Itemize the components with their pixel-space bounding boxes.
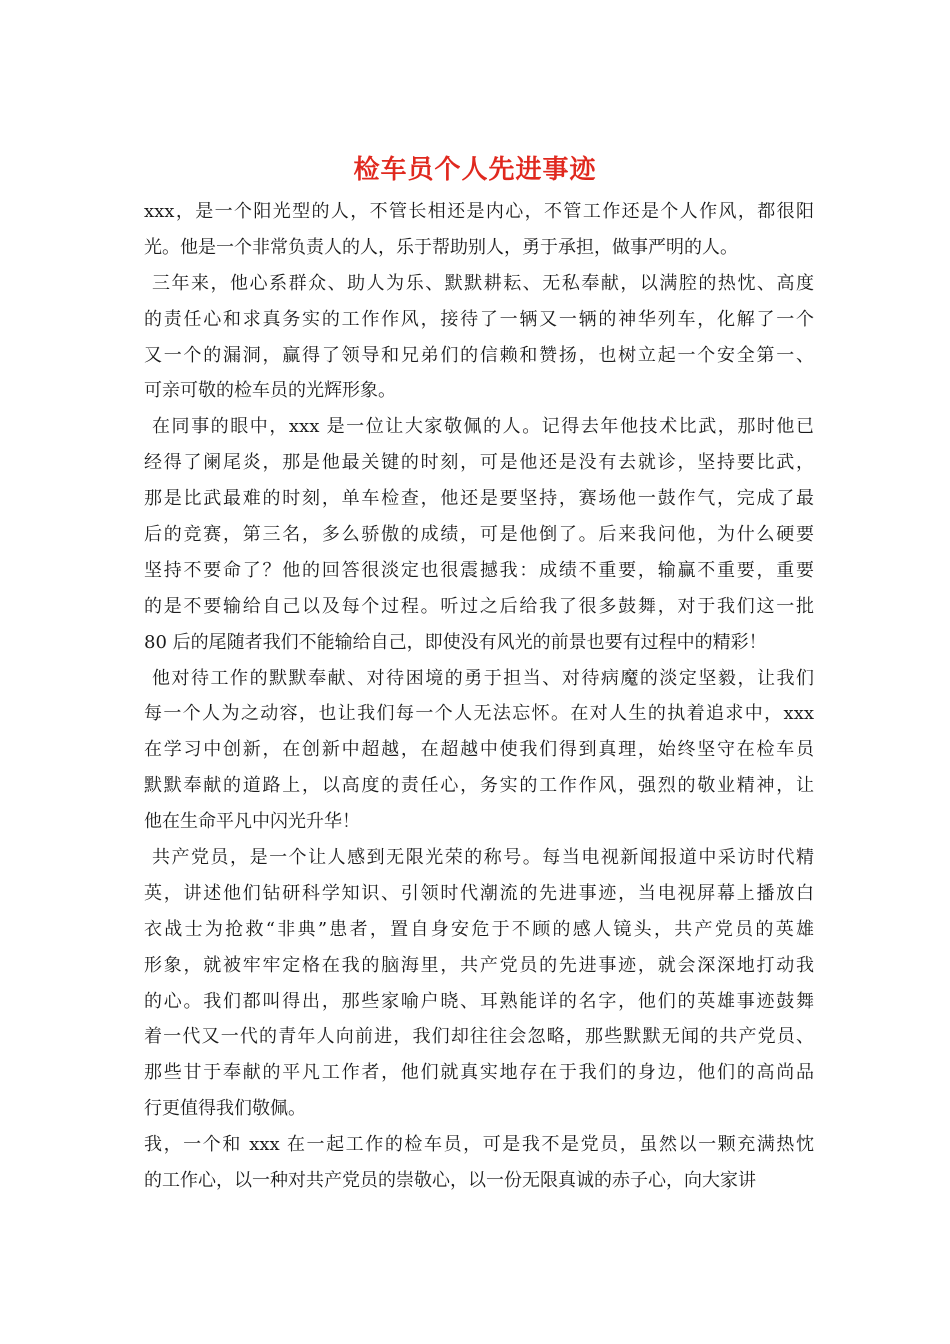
paragraph-line: 80 后的尾随者我们不能输给自己，即使没有风光的前景也要有过程中的精彩！ [144, 631, 767, 653]
paragraph [144, 266, 814, 410]
paragraph-line: 我，一个和 xxx 在一起工作的检车员，可是我不是党员，虽然以一颗充满热忱 [144, 1134, 814, 1156]
paragraph-line: 他在生命平凡中闪光升华！ [144, 811, 360, 833]
paragraph-line: 那些甘于奉献的平凡工作者，他们就真实地存在于我们的身边，他们的高尚品 [144, 1062, 814, 1084]
paragraph-line: 经得了阑尾炎，那是他最关键的时刻，可是他还是没有去就诊，坚持要比武， [144, 452, 814, 474]
paragraph-line: 后的竞赛，第三名，多么骄傲的成绩，可是他倒了。后来我问他，为什么硬要 [144, 524, 814, 546]
paragraph-line: 的心。我们都叫得出，那些家喻户晓、耳熟能详的名字，他们的英雄事迹鼓舞 [144, 990, 814, 1012]
paragraph-line: 共产党员，是一个让人感到无限光荣的称号。每当电视新闻报道中采访时代精 [152, 847, 814, 869]
paragraph-line: 光。他是一个非常负责人的人，乐于帮助别人，勇于承担，做事严明的人。 [144, 236, 738, 258]
paragraph-line: 行更值得我们敬佩。 [144, 1098, 306, 1120]
paragraph-line: 在学习中创新，在创新中超越，在超越中使我们得到真理，始终坚守在检车员 [144, 739, 814, 761]
paragraph-line: 的责任心和求真务实的工作作风，接待了一辆又一辆的神华列车，化解了一个 [144, 308, 814, 330]
paragraph-line: 形象，就被牢牢定格在我的脑海里，共产党员的先进事迹，就会深深地打动我 [144, 954, 814, 976]
paragraph-line: 的是不要输给自己以及每个过程。听过之后给我了很多鼓舞，对于我们这一批 [144, 595, 814, 617]
paragraph-line: 的工作心，以一种对共产党员的崇敬心，以一份无限真诚的赤子心，向大家讲 [144, 1170, 756, 1192]
paragraph-line: 可亲可敬的检车员的光辉形象。 [144, 380, 396, 402]
document-body [144, 194, 814, 1199]
paragraph [144, 409, 814, 660]
paragraph [144, 840, 814, 1127]
paragraph-line: 坚持不要命了？他的回答很淡定也很震撼我：成绩不重要，输赢不重要，重要 [144, 559, 814, 581]
paragraph-line: xxx，是一个阳光型的人，不管长相还是内心，不管工作还是个人作风，都很阳 [144, 201, 814, 222]
paragraph-line: 英，讲述他们钻研科学知识、引领时代潮流的先进事迹，当电视屏幕上播放白 [144, 882, 814, 904]
paragraph [144, 1127, 814, 1199]
paragraph-line: 又一个的漏洞，赢得了领导和兄弟们的信赖和赞扬，也树立起一个安全第一、 [144, 344, 814, 366]
paragraph-line: 他对待工作的默默奉献、对待困境的勇于担当、对待病魔的淡定坚毅，让我们 [152, 667, 814, 689]
paragraph-line: 默默奉献的道路上，以高度的责任心，务实的工作作风，强烈的敬业精神，让 [144, 775, 814, 797]
paragraph-line: 衣战士为抢救“非典”患者，置自身安危于不顾的感人镜头，共产党员的英雄 [144, 918, 814, 940]
paragraph-line: 三年来，他心系群众、助人为乐、默默耕耘、无私奉献，以满腔的热忱、高度 [152, 272, 814, 294]
paragraph [144, 661, 814, 840]
paragraph-line: 那是比武最难的时刻，单车检查，他还是要坚持，赛场他一鼓作气，完成了最 [144, 488, 814, 510]
paragraph-line: 每一个人为之动容，也让我们每一个人无法忘怀。在对人生的执着追求中，xxx [144, 703, 814, 725]
paragraph-line: 在同事的眼中，xxx 是一位让大家敬佩的人。记得去年他技术比武，那时他已 [152, 416, 814, 438]
paragraph [144, 194, 814, 266]
paragraph-line: 着一代又一代的青年人向前进，我们却往往会忽略，那些默默无闻的共产党员、 [144, 1026, 814, 1048]
document-title: 检车员个人先进事迹 [353, 155, 597, 185]
